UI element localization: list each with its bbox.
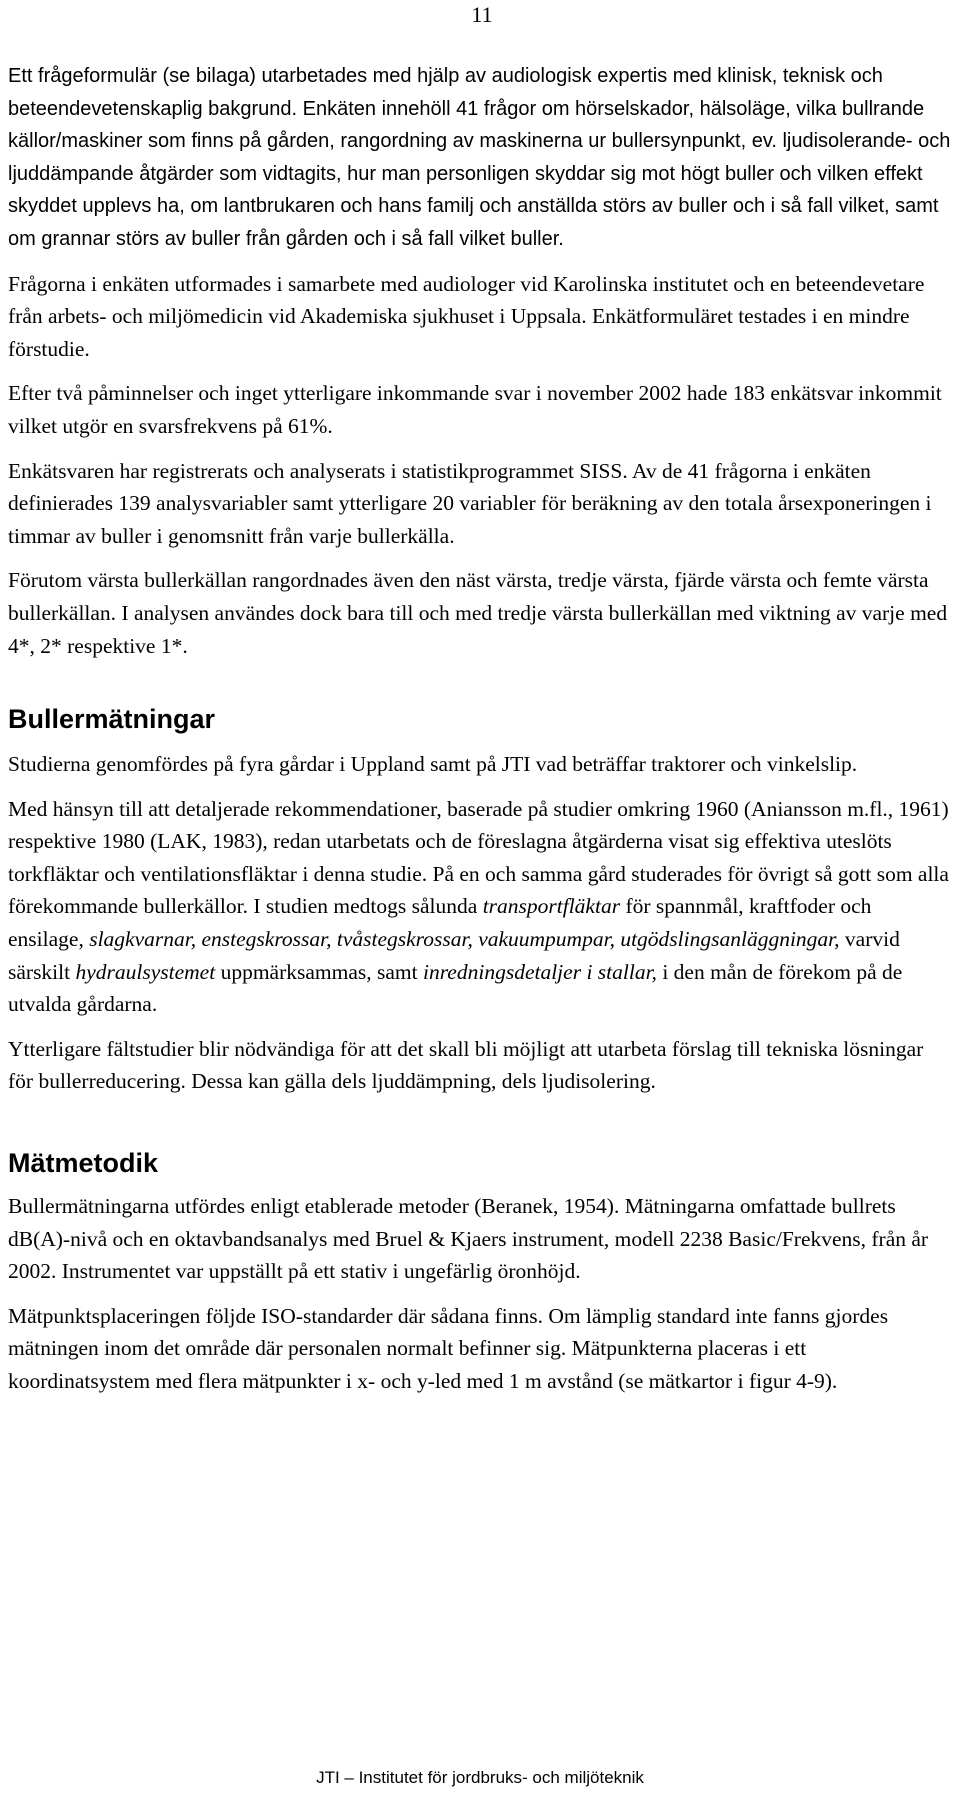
paragraph-questionnaire: Ett frågeformulär (se bilaga) utarbetades med hjälp av audiologisk expertis med klinisk, teknisk och beteendevetenskaplig bakgrund. Enkäten innehöll 41 frågor om hörselskador, hälsoläge, vilka bullrande källor/maskiner som finns på gården, rangordning av maskinerna ur bullersynpunkt, ev. ljudisolerande- och ljuddämpande åtgärder som vidtagits, hur man personligen skyddar sig mot högt buller och vilken effekt skyddet upplevs ha, om lantbrukaren och hans familj och anställda störs av buller och i så fall vilket, samt om grannar störs av buller från gården och i så fall vilket buller. xyxy=(8,65,951,250)
paragraph-measurement-points: Mätpunktsplaceringen följde ISO-standarder där sådana finns. Om lämplig standard inte fanns gjordes mätningen inom det område där personalen normalt befinner sig. Mätpunkterna placeras i ett koordinatsystem med flera mätpunkter i x- och y-led med 1 m avstånd (se mätkartor i figur 4-9). xyxy=(8,1303,889,1393)
text-span: i den mån de förekom på de utvalda gårdarna. xyxy=(8,959,903,1017)
heading-matmetodik: Mätmetodik xyxy=(8,1148,159,1179)
paragraph-analysis: Enkätsvaren har registrerats och analyserats i statistikprogrammet SISS. Av de 41 frågorna i enkäten definierades 139 analysvariabler samt ytterligare 20 variabler för beräkning av den totala årsexponeringen i timmar av buller i genomsnitt från varje bullerkälla. xyxy=(8,458,932,548)
text-span: för spannmål, kraftfoder och ensilage, xyxy=(8,894,872,952)
text-span: Med hänsyn till att detaljerade rekommendationer, baserade på studier omkring 1960 (Aniansson m.fl., 1961) respektive 1980 (LAK, 1983), redan utarbetats och de föreslagna åtgärderna visat sig effektiva uteslöts torkfläktar och ventilationsfläktar i denna studie. På en och samma gård studerades för övrigt så gott som alla förekommande bullerkällor. I studien medtogs sålunda xyxy=(8,796,949,919)
paragraph-questionnaire-design: Frågorna i enkäten utformades i samarbete med audiologer vid Karolinska institutet och en beteendevetare från arbets- och miljömedicin vid Akademiska sjukhuset i Uppsala. Enkätformuläret testades i en mindre förstudie. xyxy=(8,271,925,361)
italic-term: transportfläktar xyxy=(482,894,621,919)
paragraph-ranking: Förutom värsta bullerkällan rangordnades även den näst värsta, tredje värsta, fjärde värsta och femte värsta bullerkällan. I analysen användes dock bara till och med tredje värsta bullerkällan med viktning av varje med 4*, 2* respektive 1*. xyxy=(8,568,948,658)
italic-term: slagkvarnar, enstegskrossar, tvåstegskrossar, vakuumpumpar, utgödslingsanläggningar, xyxy=(89,927,840,952)
text-span: uppmärksammas, samt xyxy=(215,959,424,984)
page-footer: JTI – Institutet för jordbruks- och miljöteknik xyxy=(316,1768,644,1787)
page-number: 11 xyxy=(471,2,493,27)
italic-term: hydraulsystemet xyxy=(75,959,216,984)
page-content xyxy=(8,60,952,1398)
italic-term: inredningsdetaljer i stallar, xyxy=(423,959,657,984)
paragraph-further-studies: Ytterligare fältstudier blir nödvändiga för att det skall bli möjligt att utarbeta förslag till tekniska lösningar för bullerreducering. Dessa kan gälla dels ljuddämpning, dels ljudisolering. xyxy=(8,1036,924,1094)
paragraph-studies: Studierna genomfördes på fyra gårdar i Uppland samt på JTI vad beträffar traktorer och vinkelslip. xyxy=(8,752,858,777)
paragraph-selection xyxy=(8,793,952,1021)
paragraph-methods: Bullermätningarna utfördes enligt etablerade metoder (Beranek, 1954). Mätningarna omfattade bullrets dB(A)-nivå och en oktavbandsanalys med Bruel & Kjaers instrument, modell 2238 Basic/Frekvens, från år 2002. Instrumentet var uppställt på ett stativ i ungefärlig öronhöjd. xyxy=(8,1194,929,1284)
heading-bullermatningar: Bullermätningar xyxy=(8,704,216,735)
text-span: varvid särskilt xyxy=(8,927,900,984)
paragraph-response-rate: Efter två påminnelser och inget ytterligare inkommande svar i november 2002 hade 183 enkätsvar inkommit vilket utgör en svarsfrekvens på 61%. xyxy=(8,381,942,438)
